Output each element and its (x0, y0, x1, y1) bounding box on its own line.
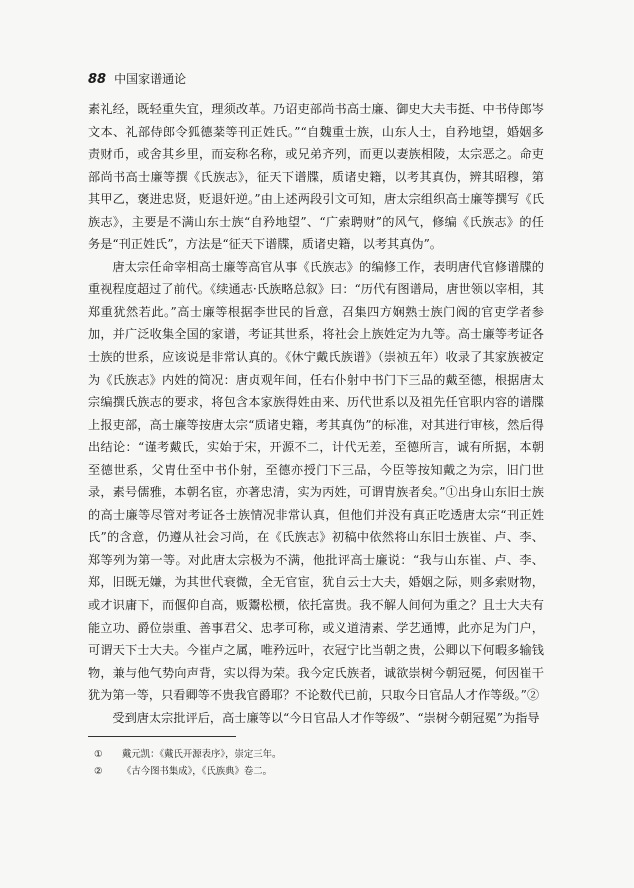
footnotes (88, 746, 544, 780)
main-text (88, 98, 544, 729)
paragraph: 受到唐太宗批评后，高士廉等以“今日官品人才作等级”、“崇树今朝冠冕”为指导 (112, 710, 540, 725)
footnote-mark: ① (94, 749, 103, 760)
paragraph-continued: 素礼经，既轻重失宜，理须改革。乃诏吏部尚书高士廉、御史大夫韦挺、中书侍郎岑文本、礼部侍郎令狐德棻等刊正姓氏。”“自魏重士族，山东人士，自矜地望，婚姻多责财币，或舍其乡里，而妄称名称，或兄弟齐列，而更以妻族相陵，太宗恶之。命吏部尚书高士廉等撰《氏族志》，征天下谱牒，质诸史籍，以考其真伪，辨其昭穆，第其甲乙，褒进忠贤，贬退奸逆。”由上述两段引文可知，唐太宗组织高士廉等撰写《氏族志》，主要是不满山东士族“自矜地望”、“广索聘财”的风气，修编《氏族志》的任务是“刊正姓氏”，方法是“征天下谱牒，质诸史籍，以考其真伪”。 (88, 102, 544, 252)
footnote (88, 763, 544, 780)
footnote-mark: ② (94, 766, 103, 777)
footnote-divider (88, 736, 236, 737)
paragraph: 唐太宗任命宰相高士廉等高官从事《氏族志》的编修工作，表明唐代官修谱牒的重视程度超过了前代。《续通志·氏族略总叙》曰：“历代有图谱局，唐世领以宰相，其郑重犹然若此。”高士廉等根据李世民的旨意，召集四方娴熟士族门阀的官吏学者参加，并广泛收集全国的家谱，考证其世系，将社会上族姓定为九等。高士廉等考证各士族的世系，应该说是非常认真的。《休宁戴氏族谱》（崇祯五年）收录了其家族被定为《氏族志》内姓的简况：唐贞观年间，任右仆射中书门下三品的戴至德，根据唐太宗编撰氏族志的要求，将包含本家族得姓由来、历代世系以及祖先任官职内容的谱牒上报吏部，高士廉等按唐太宗“质诸史籍，考其真伪”的标准，对其进行审核，然后得出结论：“谨考戴氏，实始于宋，开源不二，计代无差，至德所言，诚有所据，本朝至德世系，父胄仕至中书仆射，至德亦授门下三品，今臣等按知戴之为宗，旧门世录，素号儒雅，本朝名宦，亦著忠清，实为丙姓，可谓胄族者矣。”①出身山东旧士族的高士廉等尽管对考证各士族情况非常认真，但他们并没有真正吃透唐太宗“刊正姓氏”的含意，仍遵从社会习尚，在《氏族志》初稿中依然将山东旧士族崔、卢、李、郑等列为第一等。对此唐太宗极为不满，他批评高士廉说：“我与山东崔、卢、李、郑，旧既无嫌，为其世代衰微，全无官宦，犹自云士大夫，婚姻之际，则多索财物，或才识庸下，而偃仰自高，贩鬻松槚，依托富贵。我不解人间何为重之？且士大夫有能立功、爵位崇重、善事君父、忠孝可称，或义道清素、学艺通博，此亦足为门户，可谓天下士大夫。今崔卢之属，唯矜远叶，衣冠宁比当朝之贵，公卿以下何暇多输钱物，兼与他气势向声背，实以得为荣。我今定氏族者，诚欲崇树今朝冠冕，何因崔干犹为第一等，只看卿等不贵我官爵耶？不论数代已前，只取今日官品人才作等级。”② (88, 259, 544, 703)
book-title: 中国家谱通论 (114, 72, 187, 86)
page-number: 88 (88, 72, 107, 87)
footnote-text: 《古今图书集成》，《氏族典》卷二。 (122, 766, 272, 777)
footnote-text: 戴元凯：《戴氏开源表序》，崇定三年。 (122, 749, 282, 760)
page-header (88, 70, 186, 87)
footnote (88, 746, 544, 763)
